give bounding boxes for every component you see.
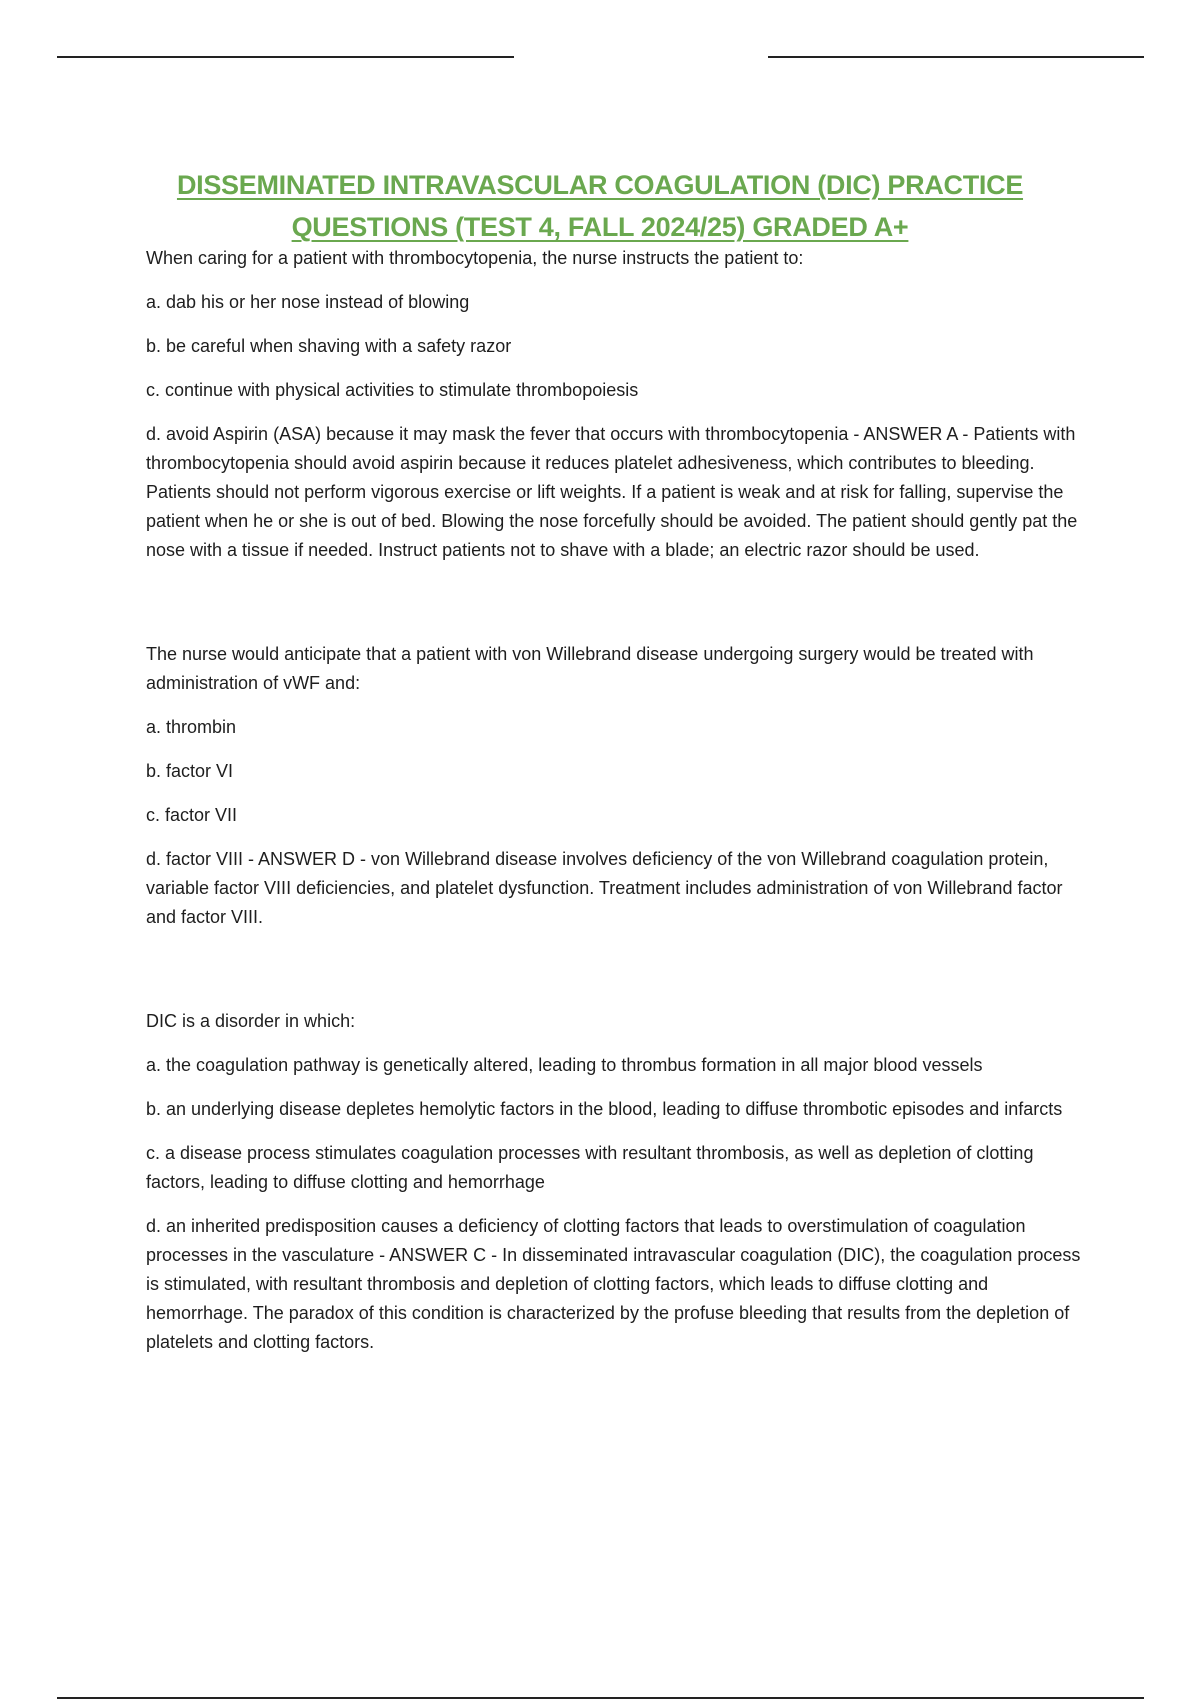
- option-d-answer: d. an inherited predisposition causes a deficiency of clotting factors that leads to overstimulation of coagulation processes in the vasculature - ANSWER C - In disseminated intravascular coagulation (DIC), the coagulation process is stimulated, with resultant thrombosis and depletion of clotting factors, which leads to diffuse clotting and hemorrhage. The paradox of this condition is characterized by the profuse bleeding that results from the depletion of platelets and clotting factors.: [146, 1216, 1081, 1352]
- question-3: [146, 1007, 1086, 1357]
- option-b: b. an underlying disease depletes hemolytic factors in the blood, leading to diffuse thrombotic episodes and infarcts: [146, 1099, 1063, 1119]
- document-title: [140, 164, 1060, 248]
- option-c: c. factor VII: [146, 805, 238, 825]
- option-c: c. continue with physical activities to stimulate thrombopoiesis: [146, 380, 639, 400]
- option-b: b. be careful when shaving with a safety razor: [146, 336, 512, 356]
- question-stem: The nurse would anticipate that a patient with von Willebrand disease undergoing surgery would be treated with administration of vWF and:: [146, 644, 1034, 693]
- question-spacer: [146, 947, 1086, 1007]
- question-stem: When caring for a patient with thrombocytopenia, the nurse instructs the patient to:: [146, 248, 804, 268]
- document-title-line-2: QUESTIONS (TEST 4, FALL 2024/25) GRADED A+: [291, 212, 909, 243]
- header-rule-right: [768, 56, 1144, 58]
- option-b: b. factor VI: [146, 761, 234, 781]
- option-a: a. the coagulation pathway is genetically altered, leading to thrombus formation in all major blood vessels: [146, 1055, 983, 1075]
- footer-rule: [57, 1697, 1144, 1699]
- option-c: c. a disease process stimulates coagulation processes with resultant thrombosis, as well as depletion of clotting factors, leading to diffuse clotting and hemorrhage: [146, 1143, 1034, 1192]
- option-d-answer: d. factor VIII - ANSWER D - von Willebrand disease involves deficiency of the von Willebrand coagulation protein, variable factor VIII deficiencies, and platelet dysfunction. Treatment includes administration of von Willebrand factor and factor VIII.: [146, 849, 1063, 927]
- question-spacer: [146, 580, 1086, 640]
- document-title-line-1: DISSEMINATED INTRAVASCULAR COAGULATION (DIC) PRACTICE: [176, 170, 1024, 201]
- option-a: a. dab his or her nose instead of blowing: [146, 292, 470, 312]
- question-stem: DIC is a disorder in which:: [146, 1011, 356, 1031]
- document-body: [146, 244, 1086, 1372]
- question-1: [146, 244, 1086, 565]
- header-rule-left: [57, 56, 514, 58]
- question-2: [146, 640, 1086, 932]
- option-d-answer: d. avoid Aspirin (ASA) because it may mask the fever that occurs with thrombocytopenia - ANSWER A - Patients with thrombocytopenia should avoid aspirin because it reduces platelet adhesiveness, which contributes to bleeding. Patients should not perform vigorous exercise or lift weights. If a patient is weak and at risk for falling, supervise the patient when he or she is out of bed. Blowing the nose forcefully should be avoided. The patient should gently pat the nose with a tissue if needed. Instruct patients not to shave with a blade; an electric razor should be used.: [146, 424, 1078, 560]
- option-a: a. thrombin: [146, 717, 237, 737]
